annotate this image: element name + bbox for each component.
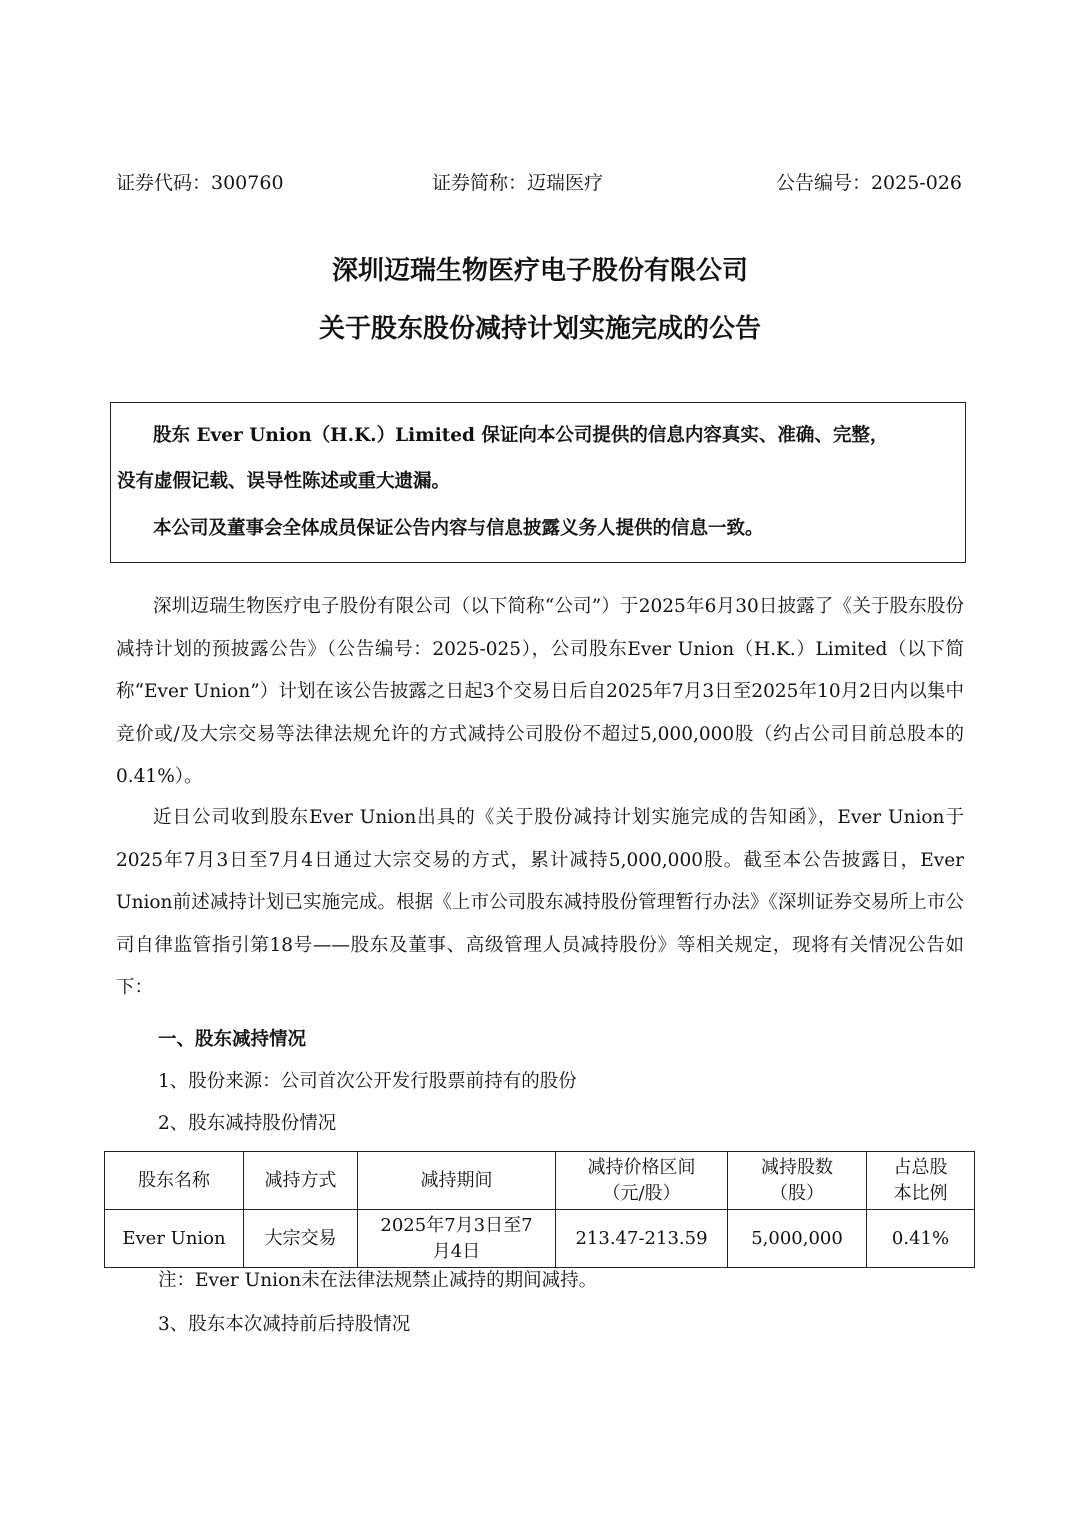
header-ratio-line2: 本比例 [893, 1182, 948, 1204]
body-paragraph-1: 深圳迈瑞生物医疗电子股份有限公司（以下简称“公司”）于2025年6月30日披露了《关于股东股份减持计划的预披露公告》（公告编号：2025-025），公司股东Ever Union（H.K.）Limited（以下简称“Ever Union”）计划在该公告披露之日起3个交易日后自2025年7月3日至2025年10月2日内以集中竞价或/及大宗交易等法律法规允许的方式减持公司股份不超过5,000,000股（约占公司目前总股本的0.41%）。 [116, 596, 964, 787]
header-row [116, 168, 962, 198]
header-ratio-line1: 占总股 [893, 1156, 948, 1178]
header-shareholder-name: 股东名称 [105, 1152, 244, 1210]
statement-line-1: 股东 Ever Union（H.K.）Limited 保证向本公司提供的信息内容真实、准确、完整， [153, 425, 889, 446]
share-source-item: 1、股份来源：公司首次公开发行股票前持有的股份 [158, 1071, 577, 1092]
stock-code: 证券代码：300760 [116, 172, 284, 194]
header-price-range [556, 1152, 728, 1210]
holdings-before-after-item: 3、股东本次减持前后持股情况 [158, 1314, 411, 1335]
cell-period-line1: 2025年7月3日至7 [380, 1214, 533, 1236]
header-shares-line2: （股） [770, 1182, 824, 1204]
table-row [105, 1210, 975, 1268]
statement-box [110, 402, 966, 563]
header-ratio [867, 1152, 975, 1210]
reduction-table [104, 1151, 975, 1268]
body-paragraph-2: 近日公司收到股东Ever Union出具的《关于股份减持计划实施完成的告知函》，Ever Union于2025年7月3日至7月4日通过大宗交易的方式，累计减持5,000,000股。截至本公告披露日，Ever Union前述减持计划已实施完成。根据《上市公司股东减持股份管理暂行办法》《深圳证券交易所上市公司自律监管指引第18号——股东及董事、高级管理人员减持股份》等相关规定，现将有关情况公告如下： [116, 807, 964, 998]
table-header-row [105, 1152, 975, 1210]
section-heading: 一、股东减持情况 [158, 1029, 307, 1050]
cell-price-range: 213.47-213.59 [556, 1210, 728, 1268]
header-shares-reduced [728, 1152, 867, 1210]
cell-shares-reduced: 5,000,000 [728, 1210, 867, 1268]
stock-abbreviation: 证券简称：迈瑞医疗 [432, 172, 604, 194]
header-price-range-line2: （元/股） [602, 1182, 681, 1204]
cell-reduction-period [358, 1210, 556, 1268]
cell-reduction-method: 大宗交易 [244, 1210, 358, 1268]
statement-line-3: 本公司及董事会全体成员保证公告内容与信息披露义务人提供的信息一致。 [153, 518, 764, 539]
company-title: 深圳迈瑞生物医疗电子股份有限公司 [331, 256, 748, 286]
header-reduction-period: 减持期间 [358, 1152, 556, 1210]
statement-line-2: 没有虚假记载、误导性陈述或重大遗漏。 [117, 471, 451, 492]
announcement-title: 关于股东股份减持计划实施完成的公告 [318, 314, 761, 344]
cell-shareholder-name: Ever Union [105, 1210, 244, 1268]
reduction-details-item: 2、股东减持股份情况 [158, 1113, 337, 1134]
cell-period-line2: 月4日 [432, 1240, 481, 1262]
header-reduction-method: 减持方式 [244, 1152, 358, 1210]
table-note: 注：Ever Union未在法律法规禁止减持的期间减持。 [158, 1270, 598, 1291]
cell-ratio: 0.41% [867, 1210, 975, 1268]
header-price-range-line1: 减持价格区间 [587, 1156, 696, 1178]
notice-number: 公告编号：2025-026 [775, 172, 962, 194]
header-shares-line1: 减持股数 [761, 1156, 833, 1178]
